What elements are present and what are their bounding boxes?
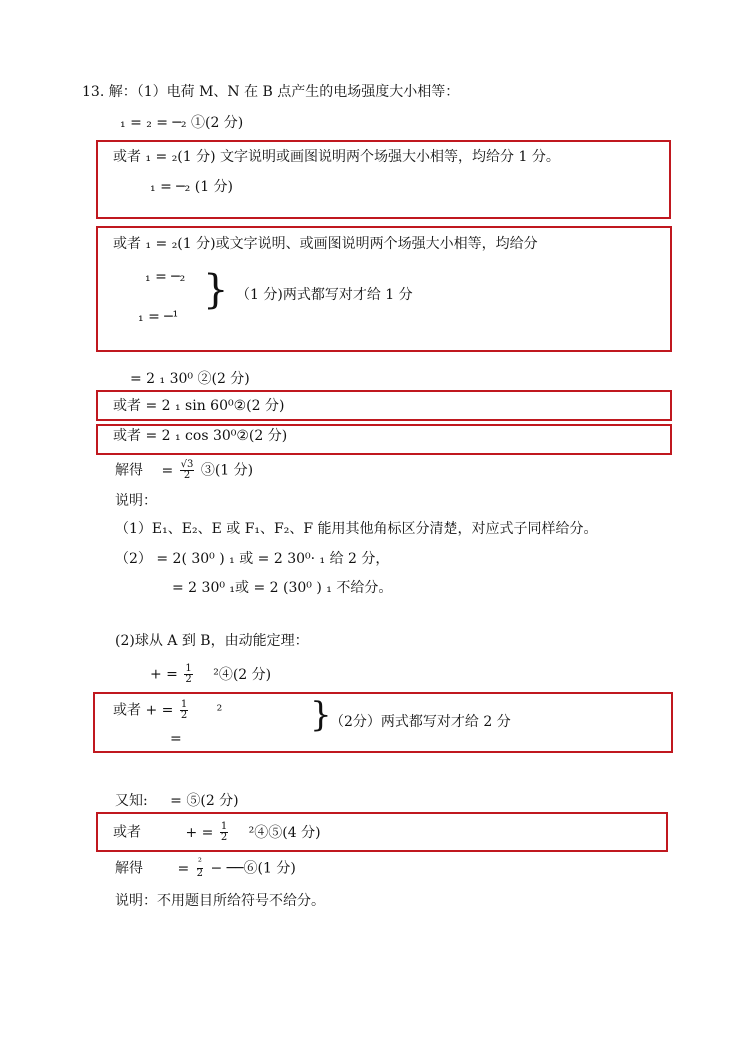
fraction-half: $\frac{1}{2}$ <box>220 821 228 843</box>
fraction-half: $\frac{1}{2}$ <box>185 663 192 685</box>
fraction-half: $\frac{1}{2}$ <box>180 699 188 721</box>
note-item-2: （2） = 2( 30⁰ ) ₁ 或 = 2 30⁰· ₁ 给 2 分， <box>115 551 390 567</box>
alt-answer-5-line1: 或者 + = $\frac{1}{2}$ ² <box>113 699 223 721</box>
alt-answer-3: 或者 = 2 ₁ sin 60⁰②(2 分) <box>113 398 285 414</box>
right-brace-icon: } <box>310 695 332 735</box>
fraction-denominator: 2 <box>183 470 191 481</box>
note-label: 说明： <box>115 493 157 509</box>
solve-label: 解得 <box>115 462 143 479</box>
alt-answer-5-line2: = <box>170 731 182 747</box>
alt-answer-2-line2: ₁ = ─₂ <box>145 269 186 285</box>
question-header: 13. 解：（1）电荷 M、N 在 B 点产生的电场强度大小相等： <box>82 84 460 100</box>
field-equation: ₁ = ₂ = ─₂ ①(2 分) <box>120 115 244 131</box>
part2-header: (2)球从 A 到 B，由动能定理： <box>115 633 309 649</box>
alt-answer-5-note: （2分）两式都写对才给 2 分 <box>330 714 511 730</box>
note-item-3: = 2 30⁰ ₁或 = 2 (30⁰ ) ₁ 不给分。 <box>172 580 393 596</box>
final-note: 说明：不用题目所给符号不给分。 <box>115 893 325 909</box>
alt-answer-2-note: （1 分)两式都写对才给 1 分 <box>236 287 413 303</box>
alt-answer-4: 或者 = 2 ₁ cos 30⁰②(2 分) <box>113 428 288 444</box>
solve-score: ③(1 分) <box>200 462 254 479</box>
fraction-numerator: √3 <box>180 459 194 470</box>
fraction-sqrt3-over-2 <box>180 460 195 481</box>
field-sum-equation: = 2 ₁ 30⁰ ②(2 分) <box>130 371 250 387</box>
alt-answer-2-line3: ₁ = ─¹ <box>138 309 179 325</box>
alt-answer-1-line1: 或者 ₁ = ₂(1 分) 文字说明或画图说明两个场强大小相等，均给分 1 分。 <box>113 149 560 165</box>
energy-equation: + = $\frac{1}{2}$ ²④(2 分) <box>150 663 272 685</box>
note-item-1: （1）E₁、E₂、E 或 F₁、F₂、F 能用其他角标区分清楚，对应式子同样给分。 <box>115 521 598 537</box>
solve-line-2: 解得 = $\frac{\text{²}}{2}$ − ──⑥(1 分) <box>115 857 296 879</box>
also-known-line: 又知: = ⑤(2 分) <box>115 793 239 809</box>
fraction-square-over-2: $\frac{\text{²}}{2}$ <box>196 857 204 879</box>
alt-answer-1-line2: ₁ = ─₂ (1 分) <box>150 179 234 195</box>
solve-line-1: 解得 = $\frac{√3}{2}$ ③(1 分) <box>115 459 254 481</box>
right-brace-icon: } <box>203 267 229 313</box>
alt-answer-2-line1: 或者 ₁ = ₂(1 分)或文字说明、或画图说明两个场强大小相等，均给分 <box>113 236 538 252</box>
alt-answer-6: 或者 + = $\frac{1}{2}$ ²④⑤(4 分) <box>113 821 321 843</box>
